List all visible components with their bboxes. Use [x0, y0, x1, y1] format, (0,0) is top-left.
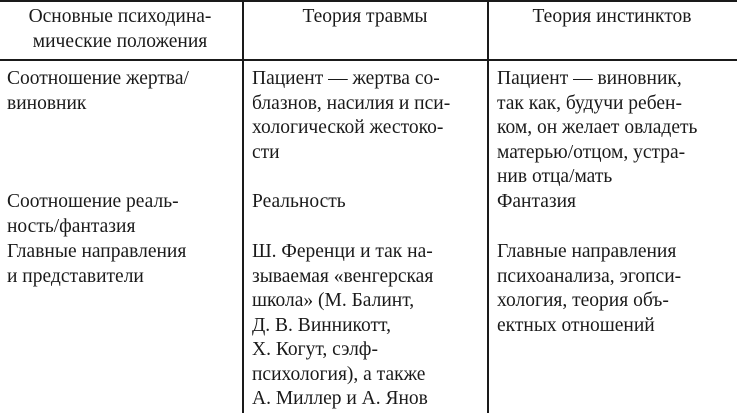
cell-trauma-reality-fantasy: Реальность	[252, 191, 346, 212]
row-label-victim-perpetrator: Соотношение жертва/ виновник	[7, 68, 189, 114]
header-instinct-theory: Теория инстинктов	[532, 6, 692, 27]
cell-trauma-main-directions: Ш. Ференци и так на- зываемая «венгерская школа» (М. Балинт, Д. В. Винникотт, Х. Когут, сэлф- психология), а также А. Миллер и А. Янов	[252, 241, 434, 409]
row-label-reality-fantasy: Соотношение реаль- ность/фантазия	[7, 191, 179, 237]
header-trauma-theory: Теория травмы	[302, 6, 428, 27]
column-divider-1	[242, 0, 244, 413]
header-divider	[0, 59, 737, 61]
column-divider-2	[487, 0, 489, 413]
cell-instinct-main-directions: Главные направления психоанализа, эгопси- хология, теория объ- ектных отношений	[497, 241, 682, 336]
header-psychodynamic-positions: Основные психодина- мические положения	[28, 6, 212, 52]
cell-instinct-victim-perpetrator: Пациент — виновник, так как, будучи ребен- ком, он желает овладеть матерью/отцом, устра- нив отца/мать	[497, 68, 698, 187]
table-top-border	[0, 0, 737, 2]
cell-instinct-reality-fantasy: Фантазия	[497, 191, 577, 212]
row-label-main-directions: Главные направления и представители	[7, 241, 187, 287]
cell-trauma-victim-perpetrator: Пациент — жертва со- блазнов, насилия и пси- хологической жестоко- сти	[252, 68, 451, 163]
